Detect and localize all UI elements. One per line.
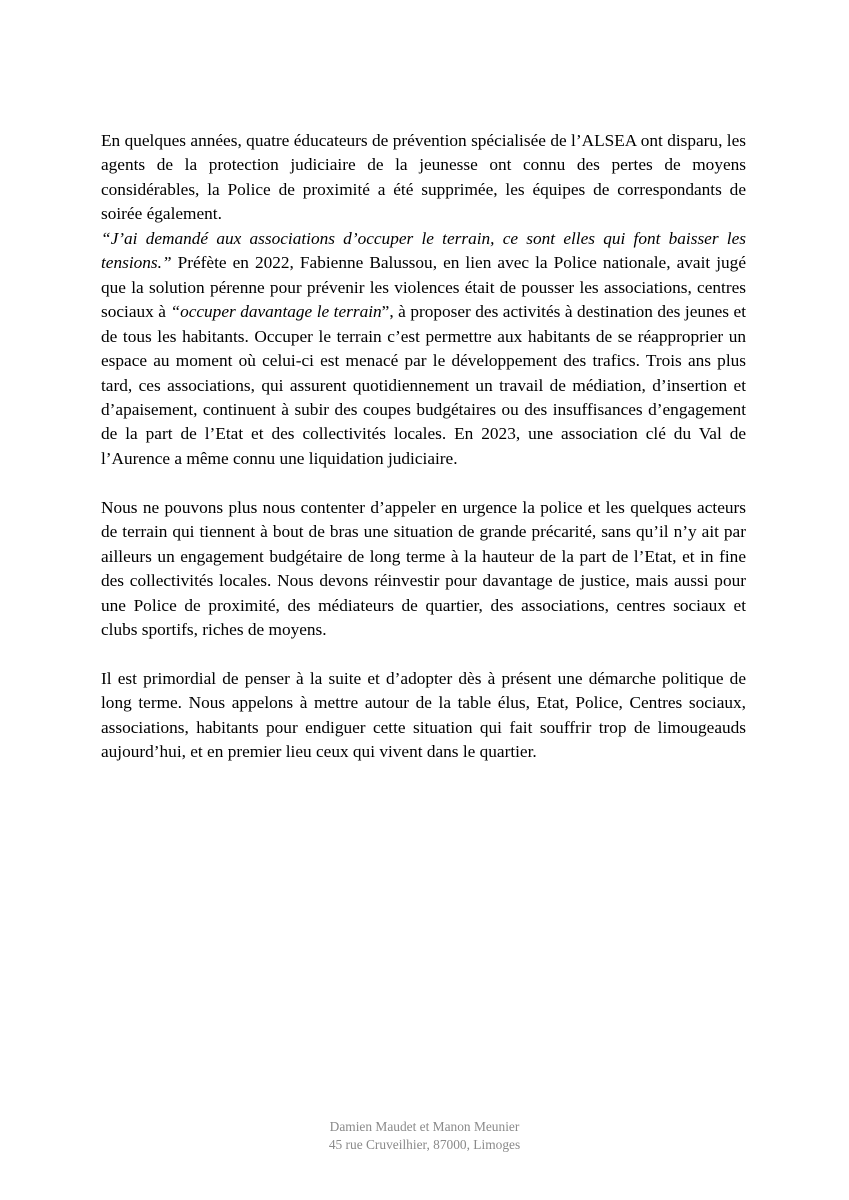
footer-address: 45 rue Cruveilhier, 87000, Limoges [328, 1136, 521, 1152]
paragraph-2-text-a: Préfète en 2022, Fabienne Balussou, en lien avec la Police nationale, avait jugé que la solution pérenne pour prévenir les violences était de pousser les associations, centres sociaux à [101, 253, 746, 322]
quote-close-mark: ” [381, 302, 390, 322]
paragraph-2 [101, 227, 746, 472]
page-footer [0, 1118, 849, 1153]
paragraph-1: En quelques années, quatre éducateurs de prévention spécialisée de l’ALSEA ont disparu, les agents de la protection judiciaire de la jeunesse ont connu des pertes de moyens considérables, la Police de proximité a été supprimée, les équipes de correspondants de soirée également. [101, 131, 746, 224]
paragraph-4: Il est primordial de penser à la suite et d’adopter dès à présent une démarche politique de long terme. Nous appelons à mettre autour de la table élus, Etat, Police, Centres sociaux, associations, habitants pour endiguer cette situation qui fait souffrir trop de limougeauds aujourd’hui, et en premier lieu ceux qui vivent dans le quartier. [101, 668, 746, 762]
document-body [101, 129, 746, 765]
quote-occuper-terrain: “occuper davantage le terrain [170, 302, 382, 322]
paragraph-2-text-b: , à proposer des activités à destination des jeunes et de tous les habitants. Occuper le terrain c’est permettre aux habitants de se réapproprier un espace au moment où celui-ci est menacé par le développement des trafics. Trois ans plus tard, ces associations, qui assurent quotidiennement un travail de médiation, d’insertion et d’apaisement, continuent à subir des coupes budgétaires ou des insuffisances d’engagement de la part de l’Etat et des collectivités locales. En 2023, une association clé du Val de l’Aurence a même connu une liquidation judiciaire. [101, 302, 746, 468]
quote-prefete: “J’ai demandé aux associations d’occuper le terrain, ce sont elles qui font baisser les tensions.” [101, 228, 746, 273]
footer-names: Damien Maudet et Manon Meunier [329, 1119, 520, 1134]
paragraph-3: Nous ne pouvons plus nous contenter d’appeler en urgence la police et les quelques acteurs de terrain qui tiennent à bout de bras une situation de grande précarité, sans qu’il n’y ait par ailleurs un engagement budgétaire de long terme à la hauteur de la part de l’Etat, et in fine des collectivités locales. Nous devons réinvestir pour davantage de justice, mais aussi pour une Police de proximité, des médiateurs de quartier, des associations, centres sociaux et clubs sportifs, riches de moyens. [101, 497, 746, 640]
